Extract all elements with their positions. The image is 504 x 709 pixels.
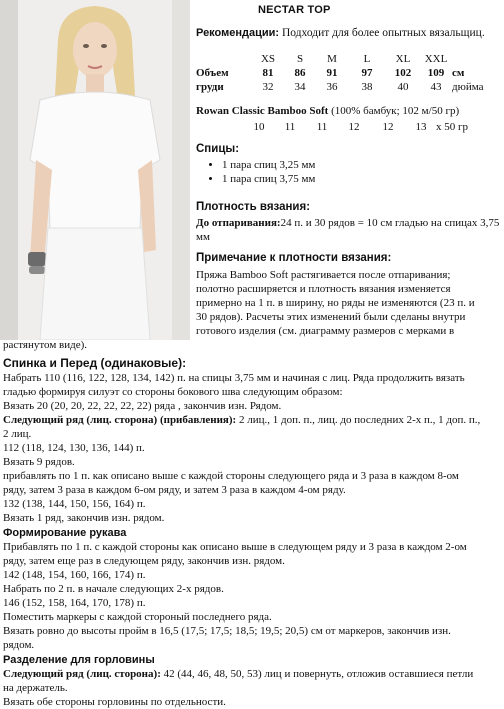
chest-value: 43 <box>430 81 442 93</box>
volume-value: 97 <box>361 67 373 79</box>
body-line: Вязать 1 ряд, закончив изн. рядом. <box>3 512 165 524</box>
chest-value: 40 <box>397 81 409 93</box>
next-row-label: Следующий ряд (лиц. сторона) (прибавления): <box>3 414 237 426</box>
needles-item: • 1 пара спиц 3,75 мм <box>222 172 315 186</box>
volume-value: 102 <box>394 67 412 79</box>
back-front-subtitle: (одинаковые): <box>97 356 187 370</box>
yarn-info <box>196 105 459 117</box>
pattern-title: NECTAR TOP <box>258 4 331 16</box>
volume-unit: см <box>452 67 465 79</box>
volume-value: 81 <box>262 67 274 79</box>
chest-label: груди <box>196 81 224 93</box>
body-line: ряду, затем еще раз в следующем ряду, закончив изн. рядом. <box>3 555 285 567</box>
volume-value: 109 <box>427 67 445 79</box>
sizes-blank <box>196 52 252 66</box>
note-line: 30 рядов). Расчеты этих изменений были сделаны внутри <box>196 311 466 323</box>
yarn-table <box>196 120 496 134</box>
body-line: гладью формируя силуэт со стороны бокового шва следующим образом: <box>3 386 343 398</box>
body-line: рядом. <box>3 639 35 651</box>
chest-value: 34 <box>294 81 306 93</box>
volume-row <box>196 66 488 80</box>
size-label: L <box>363 53 371 65</box>
recommendations <box>196 27 485 39</box>
gauge-label: До отпаривания: <box>196 217 281 229</box>
yarn-value: 13 <box>415 121 427 133</box>
yarn-spec: (100% бамбук; 102 м/50 гр) <box>331 105 460 117</box>
needles-item: • 1 пара спиц 3,25 мм <box>222 158 315 172</box>
body-line: Вязать ровно до высоты пройм в 16,5 (17,5; 17,5; 18,5; 19,5; 20,5) см от маркеров, закончив изн. <box>3 625 451 637</box>
chest-row <box>196 80 488 94</box>
body-line: Поместить маркеры с каждой стороный последнего ряда. <box>3 611 272 623</box>
model-photo-illustration <box>0 0 190 340</box>
size-label: S <box>296 53 304 65</box>
body-line: 112 (118, 124, 130, 136, 144) п. <box>3 442 145 454</box>
yarn-value: 12 <box>348 121 360 133</box>
back-front-section <box>3 356 503 709</box>
yarn-value: 11 <box>284 121 296 133</box>
body-line: Вязать обе стороны горловины по отдельности. <box>3 696 226 708</box>
body-line: 146 (152, 158, 164, 170, 178) п. <box>3 597 146 609</box>
sleeve-heading: Формирование рукава <box>3 527 127 539</box>
body-line: прибавлять по 1 п. как описано выше с каждой стороны следующего ряда и 3 раза в каждом 8-ом <box>3 470 459 482</box>
neck-next-row-label: Следующий ряд (лиц. сторона): <box>3 668 161 680</box>
yarn-value: 11 <box>316 121 328 133</box>
gauge-text <box>196 216 500 244</box>
volume-label: Объем <box>196 67 229 79</box>
sizes-header-row <box>196 52 488 66</box>
next-row-text: 2 лиц., 1 доп. п., лиц. до последних 2-х п., 1 доп. п., <box>236 414 481 426</box>
gauge-heading: Плотность вязания: <box>196 201 311 213</box>
note-line: готового изделия (см. диаграмму размеров с мерками в <box>196 325 455 337</box>
body-line: Вязать 9 рядов. <box>3 456 75 468</box>
needles-list <box>198 158 315 186</box>
chest-value: 38 <box>361 81 373 93</box>
size-label: XXL <box>424 53 448 65</box>
neck-next-row-line <box>3 667 503 681</box>
body-line: 2 лиц. <box>3 428 32 440</box>
recommendations-text: Подходит для более опытных вязальщиц. <box>281 27 485 39</box>
note-line: Пряжа Bamboo Soft растягивается после отпаривания; <box>196 269 451 281</box>
size-label: XS <box>260 53 276 65</box>
note-tail: растянутом виде). <box>3 339 88 351</box>
chest-value: 32 <box>262 81 274 93</box>
note-line: полотно расширяется и плотность вязания изменяется <box>196 283 451 295</box>
neck-next-row-text: 42 (44, 46, 48, 50, 53) лиц и повернуть, отложив оставшиеся петли <box>160 668 474 680</box>
body-line: 132 (138, 144, 150, 156, 164) п. <box>3 498 146 510</box>
note-heading: Примечание к плотности вязания: <box>196 252 392 264</box>
yarn-name: Rowan Classic Bamboo Soft <box>196 105 329 117</box>
volume-value: 86 <box>294 67 306 79</box>
back-front-heading <box>3 356 503 371</box>
body-line: Прибавлять по 1 п. с каждой стороны как описано выше в следующем ряду и 3 раза в каждом 2-ом <box>3 541 467 553</box>
yarn-value: 12 <box>382 121 394 133</box>
back-front-title: Спинка и Перед <box>3 356 98 370</box>
size-label: M <box>327 53 337 65</box>
body-line: на держатель. <box>3 682 68 694</box>
sizes-table <box>196 52 488 94</box>
next-row-line <box>3 413 503 427</box>
body-line: Набрать 110 (116, 122, 128, 134, 142) п. на спицы 3,75 мм и начиная с лиц. Ряда продолжить вязать <box>3 372 465 384</box>
body-line: Набрать по 2 п. в начале следующих 2-х рядов. <box>3 583 224 595</box>
yarn-value: 10 <box>253 121 265 133</box>
volume-value: 91 <box>326 67 338 79</box>
chest-value: 36 <box>326 81 338 93</box>
model-photo <box>0 0 190 340</box>
yarn-row <box>196 120 496 134</box>
body-line: 142 (148, 154, 160, 166, 174) п. <box>3 569 146 581</box>
needles-heading: Спицы: <box>196 143 240 155</box>
body-line: ряду, затем 3 раза в каждом 6-ом ряду, и затем 3 раза в каждом 4-ом ряду. <box>3 484 346 496</box>
size-label: XL <box>395 53 411 65</box>
chest-unit: дюйма <box>452 81 484 93</box>
body-line: Вязать 20 (20, 20, 22, 22, 22, 22) ряда , закончив изн. Рядом. <box>3 400 282 412</box>
gauge-value: 24 п. и 30 рядов = 10 см гладью на спицах 3,75 мм <box>196 217 500 243</box>
recommendations-label: Рекомендации: <box>196 27 280 39</box>
neck-heading: Разделение для горловины <box>3 654 155 666</box>
note-body <box>196 268 502 338</box>
yarn-unit: x 50 гр <box>436 121 469 133</box>
note-line: примерно на 1 п. в ширину, но ряды не изменяются (23 п. и <box>196 297 475 309</box>
